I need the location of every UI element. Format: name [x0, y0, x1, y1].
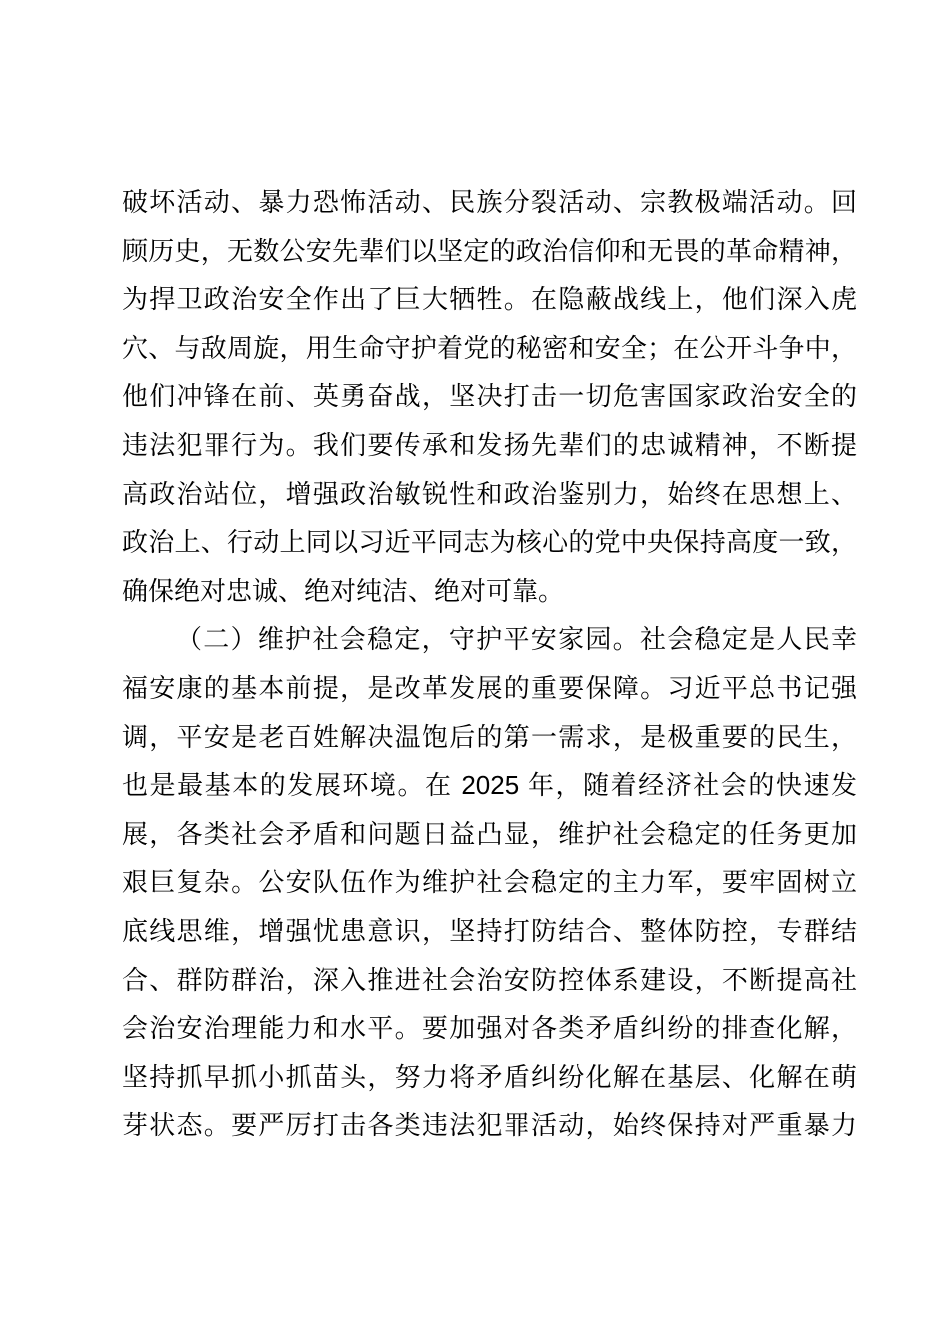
text-line: 展，各类社会矛盾和问题日益凸显，维护社会稳定的任务更加: [122, 818, 857, 849]
text-line: 为捍卫政治安全作出了巨大牺牲。在隐蔽战线上，他们深入虎: [122, 284, 857, 315]
text-line: 芽状态。要严厉打击各类违法犯罪活动，始终保持对严重暴力: [122, 1110, 857, 1141]
text-line: 坚持抓早抓小抓苗头，努力将矛盾纠纷化解在基层、化解在萌: [122, 1061, 857, 1092]
paragraph-political-security: [122, 178, 857, 615]
text-line: 合、群防群治，深入推进社会治安防控体系建设，不断提高社: [122, 964, 857, 995]
text-line: 破坏活动、暴力恐怖活动、民族分裂活动、宗教极端活动。回: [122, 187, 857, 217]
text-line: 顾历史，无数公安先辈们以坚定的政治信仰和无畏的革命精神，: [122, 235, 857, 266]
paragraph-social-stability: [122, 615, 857, 1150]
text-line: 底线思维，增强忧患意识，坚持打防结合、整体防控，专群结: [122, 915, 857, 946]
text-line: 调，平安是老百姓解决温饱后的第一需求，是极重要的民生，: [122, 721, 857, 752]
text-line: 也是最基本的发展环境。在 2025 年，随着经济社会的快速发: [122, 770, 857, 801]
text-line: 政治上、行动上同以习近平同志为核心的党中央保持高度一致，: [122, 527, 857, 558]
text-line: 确保绝对忠诚、绝对纯洁、绝对可靠。: [122, 575, 565, 606]
text-line: 违法犯罪行为。我们要传承和发扬先辈们的忠诚精神，不断提: [122, 429, 857, 460]
text-line: 会治安治理能力和水平。要加强对各类矛盾纠纷的排查化解，: [122, 1013, 857, 1044]
document-body-text: [122, 178, 857, 1150]
text-line: （二）维护社会稳定，守护平安家园。社会稳定是人民幸: [176, 624, 857, 655]
text-line: 他们冲锋在前、英勇奋战，坚决打击一切危害国家政治安全的: [122, 381, 857, 412]
text-line: 高政治站位，增强政治敏锐性和政治鉴别力，始终在思想上、: [122, 478, 857, 509]
text-line: 福安康的基本前提，是改革发展的重要保障。习近平总书记强: [122, 672, 857, 703]
text-line: 穴、与敌周旋，用生命守护着党的秘密和安全；在公开斗争中，: [122, 332, 857, 363]
text-line: 艰巨复杂。公安队伍作为维护社会稳定的主力军，要牢固树立: [122, 867, 857, 898]
